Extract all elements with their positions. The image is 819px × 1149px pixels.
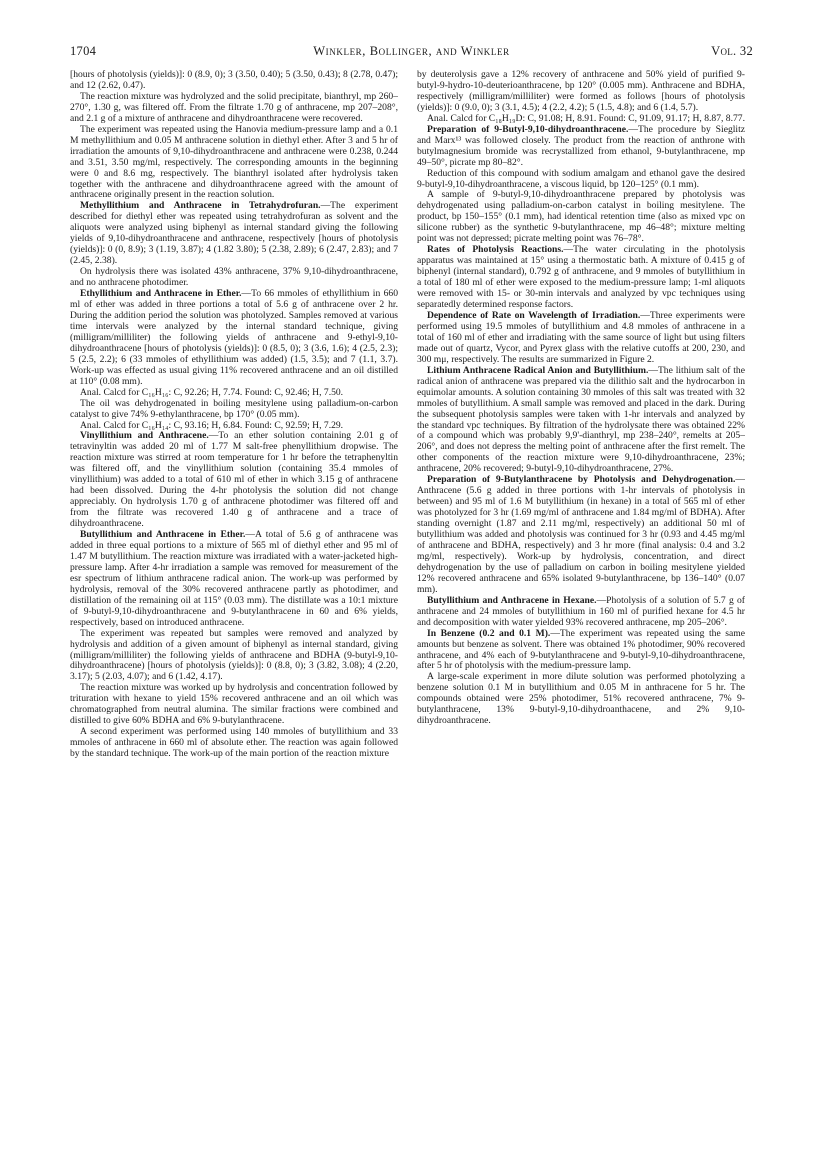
paragraph <box>70 289 398 388</box>
paragraph-text: A large-scale experiment in more dilute solution was performed photolyzing a benzene solution 0.1 M in butyllithium and 0.05 M in anthracene for 5 hr. The compounds obtained were 25% photodimer, 51% recovered anthracene, 7% 9-butylanthracene, 13% 9-butyl-9,10-dihydroanthacene, and 2% 9,10-dihydroanthracene. <box>417 671 745 727</box>
paragraph-text: The experiment was repeated but samples were removed and analyzed by hydrolysis and addition of a given amount of biphenyl as internal standard, giving (milligram/milliliter) the following yields of anthracene and BDHA (9-butyl-9,10-dihydroanthracene) [hours of photolysis (yields)]: 0 (8.8, 0); 3 (3.82, 3.08); 4 (2.20, 3.17); 5 (2.03, 4.07); and 6 (1.42, 4.17). <box>70 627 398 683</box>
volume-label: Vol. 32 <box>711 44 753 58</box>
paragraph <box>70 70 398 92</box>
paragraph <box>417 596 745 629</box>
paragraph <box>70 92 398 125</box>
paragraph <box>70 727 398 760</box>
heading-dash: — <box>241 288 252 300</box>
left-column <box>70 70 398 760</box>
heading-dash: — <box>550 627 560 639</box>
heading-dash: — <box>320 200 331 212</box>
right-column <box>417 70 745 727</box>
paragraph-text: A second experiment was performed using 140 mmoles of butyllithium and 33 mmoles of anthracene in 660 ml of absolute ether. The reaction was again followed by the standard technique. The work-up of the main portion of the reaction mixture <box>70 726 398 760</box>
paragraph-text: Anal. Calcd for C₁₈H₁₉D: C, 91.08; H, 8.91. Found: C, 91.09, 91.17; H, 8.87, 8.77. <box>427 112 745 124</box>
paragraph-text: The reaction mixture was worked up by hydrolysis and concentration followed by trituration with hexane to yield 15% recovered anthracene and an oil which was chromatographed from neutral alumina. The similar fractions were combined and distilled to give 60% BDHA and 6% 9-butylanthracene. <box>70 682 398 727</box>
paragraph-heading: Rates of Photolysis Reactions. <box>427 244 564 256</box>
paragraph-text: On hydrolysis there was isolated 43% anthracene, 37% 9,10-dihydroanthracene, and no anthracene photodimer. <box>70 266 398 289</box>
running-title: Winkler, Bollinger, and Winkler <box>313 44 510 58</box>
paragraph <box>417 169 745 191</box>
paragraph-text: The oil was dehydrogenated in boiling mesitylene using palladium-on-carbon catalyst to give 74% 9-ethylanthracene, bp 170° (0.05 mm). <box>70 397 398 420</box>
paragraph-heading: Methyllithium and Anthracene in Tetrahydrofuran. <box>80 200 321 212</box>
paragraph-heading: Butyllithium and Anthracene in Ether. <box>80 529 246 541</box>
paragraph <box>417 475 745 595</box>
paragraph <box>70 201 398 267</box>
paragraph-text: Three experiments were performed using 19.5 mmoles of butyllithium and 4.8 mmoles of anthracene in a total of 160 ml of ether and irradiating with the same source of light but using filters made out of quartz, Vycor, and Pyrex glass with the relative cutoffs at 200, 230, and 300 mμ, respectively. The results are summarized in Figure 2. <box>417 309 745 365</box>
paragraph-text: The water circulating in the photolysis apparatus was maintained at 15° using a thermostatic bath. A mixture of 0.415 g of biphenyl (internal standard), 0.792 g of anthracene, and 9 mmoles of butyllithium in a total of 180 ml of ether were exposed to the medium-pressure lamp; 1-ml aliquots were removed with 15- or 30-min intervals and analyzed by vpc techniques using separatedly determined response factors. <box>417 244 745 311</box>
page-header <box>70 44 753 60</box>
paragraph <box>70 683 398 727</box>
paragraph-text: Photolysis of a solution of 5.7 g of anthracene and 24 mmoles of butyllithium in 160 ml of purified hexane for 4.5 hr and decomposition with water yielded 93% recovered anthracene, mp 205–206°. <box>417 594 745 628</box>
paragraph-text: Reduction of this compound with sodium amalgam and ethanol gave the desired 9-butyl-9,10-dihydroanthracene, a viscous liquid, bp 120–125° (0.1 mm). <box>417 167 745 190</box>
paragraph <box>417 311 745 366</box>
paragraph-heading: Dependence of Rate on Wavelength of Irradiation. <box>427 309 641 321</box>
paragraph-text: Anal. Calcd for C₁₆H₁₆: C, 92.26; H, 7.74. Found: C, 92.46; H, 7.50. <box>80 386 344 398</box>
heading-dash: — <box>245 529 256 541</box>
heading-dash: — <box>628 123 638 135</box>
paragraph-text: Anthracene (5.6 g added in three portions with 1-hr intervals of photolysis in between) and 95 ml of 1.6 M butyllithium (in hexane) in a total of 565 ml of ether was photolyzed for 3 hr (1.69 mg/ml of anthracene and 1.84 mg/ml of BDHA). After standing overnight (1.87 and 2.11 mg/ml, respectively) an additional 50 ml of butyllithium was added and photolysis was continued for 3 hr (0.93 and 4.45 mg/ml of anthracene and BDHA, respectively) and 3 hr more (final analysis: 0.4 and 3.2 mg/ml, respectively). Work-up by hydrolysis, concentration, and direct dehydrogenation by the use of palladium on carbon in boiling mesitylene yielded 12% recovered anthracene and 65% isolated 9-butylanthracene, bp 136–140° (0.07 mm). <box>417 485 745 595</box>
paragraph <box>70 267 398 289</box>
paragraph-text: The experiment was repeated using the Hanovia medium-pressure lamp and a 0.1 M methyllithium and 0.05 M anthracene solution in diethyl ether. After 3 and 5 hr of irradiation the amounts of 9,10-dihydroanthracene and anthracene were 0.238, 0.244 and 3.51, 3.50 mg/ml, respectively. The corresponding amounts in the beginning were 0 and 8.6 mg, respectively. The bianthryl isolated after hydrolysis taken together with the anthracene and dihydroanthracene agreed with the amount of anthracene originally present in the reaction solution. <box>70 123 398 201</box>
paragraph-heading: Butyllithium and Anthracene in Hexane. <box>427 594 597 606</box>
paragraph-heading: Preparation of 9-Butylanthracene by Photolysis and Dehydrogenation. <box>427 474 736 486</box>
paragraph-heading: Lithium Anthracene Radical Anion and Butyllithium. <box>427 364 649 376</box>
paragraph-heading: Vinyllithium and Anthracene. <box>80 430 209 442</box>
page-number: 1704 <box>70 44 97 58</box>
paragraph <box>417 672 745 727</box>
paragraph <box>70 629 398 684</box>
paragraph <box>70 431 398 530</box>
paragraph <box>417 366 745 476</box>
paragraph <box>417 70 745 114</box>
paragraph-heading: Ethyllithium and Anthracene in Ether. <box>80 288 242 300</box>
paragraph <box>417 190 745 245</box>
paragraph-text: The reaction mixture was hydrolyzed and the solid precipitate, bianthryl, mp 260–270°, 1.30 g, was filtered off. From the filtrate 1.70 g of anthracene, mp 207–208°, and 2.1 g of a mixture of anthracene and dihydroanthracene were recovered. <box>70 90 398 124</box>
heading-dash: — <box>735 474 745 486</box>
heading-dash: — <box>208 430 219 442</box>
paragraph-text: The procedure by Sieglitz and Marx¹³ was followed closely. The product from the reaction of anthrone with butylmagnesium bromide was recrystallized from ethanol, 9-butylanthracene, mp 49–50°, picrate mp 80–82°. <box>417 123 745 168</box>
paragraph-text: Anal. Calcd for C₁₆H₁₄: C, 93.16; H, 6.84. Found: C, 92.59; H, 7.29. <box>80 419 344 431</box>
paragraph <box>417 245 745 311</box>
paragraph-text: The lithium salt of the radical anion of anthracene was prepared via the dilithio salt and the hydrocarbon in equimolar amounts. A solution containing 30 mmoles of this salt was treated with 32 mmoles of butyllithium. A small sample was removed and placed in the dark. During the subsequent photolysis samples were taken with 1-hr intervals and analyzed by the standard vpc techniques. By filtration of the hydrolysate there was obtained 22% of a compound which was probably 9,9'-dianthryl, mp 238–240°, remelts at 205–206°, and does not depress the melting point of anthracene after the first remelt. The other components of the reaction mixture were 9,10-dihydroanthracene, 23%; anthracene, 20% recovered; 9-butyl-9,10-dihydroanthracene, 27%. <box>417 364 745 475</box>
paragraph-text: To 66 mmoles of ethyllithium in 660 ml of ether was added in three portions a total of 5.6 g of anthracene over 2 hr. During the addition period the solution was photolyzed. Samples removed at various time intervals were analyzed by the internal standard technique, giving (milligram/milliliter) the following yields of anthracene and 9-ethyl-9,10-dihydroanthracene [hours of photolysis (yields)]: 0 (8.5, 0); 3 (3.6, 1.6); 4 (2.5, 2.3); 5 (2.5, 2.2); 6 (33 mmoles of ethyllithium was added) (1.5, 3.5); and 7 (1.1, 3.7). Work-up was effected as usual giving 11% recovered anthracene and an oil distilled at 110° (0.08 mm). <box>70 288 398 387</box>
paragraph <box>417 629 745 673</box>
paragraph-text: The experiment described for diethyl ether was repeated using tetrahydrofuran as solvent and the aliquots were analyzed using biphenyl as internal standard giving the following yields of 9,10-dihydroanthracene and anthracene, respectively [hours of photolysis (yields)]: 0 (0, 8.9); 3 (1.19, 3.87); 4 (1.82 3.80); 5 (2.38, 2.89); 6 (2.47, 2.83); and 7 (2.45, 2.38). <box>70 200 398 267</box>
paragraph-heading: Preparation of 9-Butyl-9,10-dihydroanthracene. <box>427 123 629 135</box>
paragraph <box>417 125 745 169</box>
paragraph <box>70 399 398 421</box>
heading-dash: — <box>596 594 607 606</box>
paragraph-text: [hours of photolysis (yields)]: 0 (8.9, 0); 3 (3.50, 0.40); 5 (3.50, 0.43); 8 (2.78, 0.47); and 12 (2.62, 0.47). <box>70 70 398 91</box>
paragraph-heading: In Benzene (0.2 and 0.1 M). <box>427 627 551 639</box>
paragraph-text: by deuterolysis gave a 12% recovery of anthracene and 50% yield of purified 9-butyl-9-hydro-10-deuterioanthracene, bp 120° (0.005 mm). Anthracene and BDHA, respectively (milligram/milliliter) were formed as follows [hours of photolysis (yields)]: 0 (9.0, 0); 3 (3.1, 4.5); 4 (2.2, 4.2); 5 (1.5, 4.8); and 6 (1.4, 5.7). <box>417 70 745 113</box>
paragraph-text: The experiment was repeated using the same amounts but benzene as solvent. There was obtained 1% photodimer, 90% recovered anthracene, and 4% each of 9-butylanthracene and 9-butyl-9,10-dihydroanthracene, after 5 hr of photolysis with the medium-pressure lamp. <box>417 627 745 672</box>
paragraph-text: A total of 5.6 g of anthracene was added in three equal portions to a mixture of 565 ml of diethyl ether and 95 ml of 1.47 M butyllithium. The reaction mixture was irradiated with a water-jacketed high-pressure lamp. After 4-hr irradiation a sample was removed for measurement of the esr spectrum of lithium anthracene radical anion. The work-up was performed by hydrolysis, removal of the 30% recovered anthracene partly as photodimer, and distillation of the remaining oil at 115° (0.03 mm). The distillate was a 10:1 mixture of 9-butyl-9,10-dihydroanthracene and 9-butylanthracene in 60 and 6% yields, respectively, based on introduced anthracene. <box>70 529 398 628</box>
paragraph-text: To an ether solution containing 2.01 g of tetravinyltin was added 20 ml of 1.77 M salt-free phenyllithium dropwise. The reaction mixture was stirred at room temperature for 1 hr before the tetraphenyltin was filtered off, and the vinyllithium solution (containing 35.4 mmoles of vinyllithium) was added to a total of 610 ml of ether in which 3.15 g of anthracene had been dissolved. During the 4-hr photolysis the solution did not change appreciably. On hydrolysis 1.70 g of anthracene photodimer was filtered off and from the filtrate was recovered 1.40 g of anthracene and a trace of dihydroanthracene. <box>70 430 398 530</box>
heading-dash: — <box>563 244 574 256</box>
heading-dash: — <box>648 364 658 376</box>
paragraph <box>70 125 398 202</box>
paragraph <box>70 530 398 629</box>
heading-dash: — <box>640 309 650 321</box>
paragraph-text: A sample of 9-butyl-9,10-dihydroanthracene prepared by photolysis was dehydrogenated using palladium-on-carbon catalyst in boiling mesitylene. The product, bp 150–155° (0.1 mm), had identical retention time (also as mixed vpc on silicone rubber) as the synthetic 9-butylanthracene, mp 46–48°; mixture melting point was not depressed; picrate melting point was 76–78°. <box>417 189 745 245</box>
